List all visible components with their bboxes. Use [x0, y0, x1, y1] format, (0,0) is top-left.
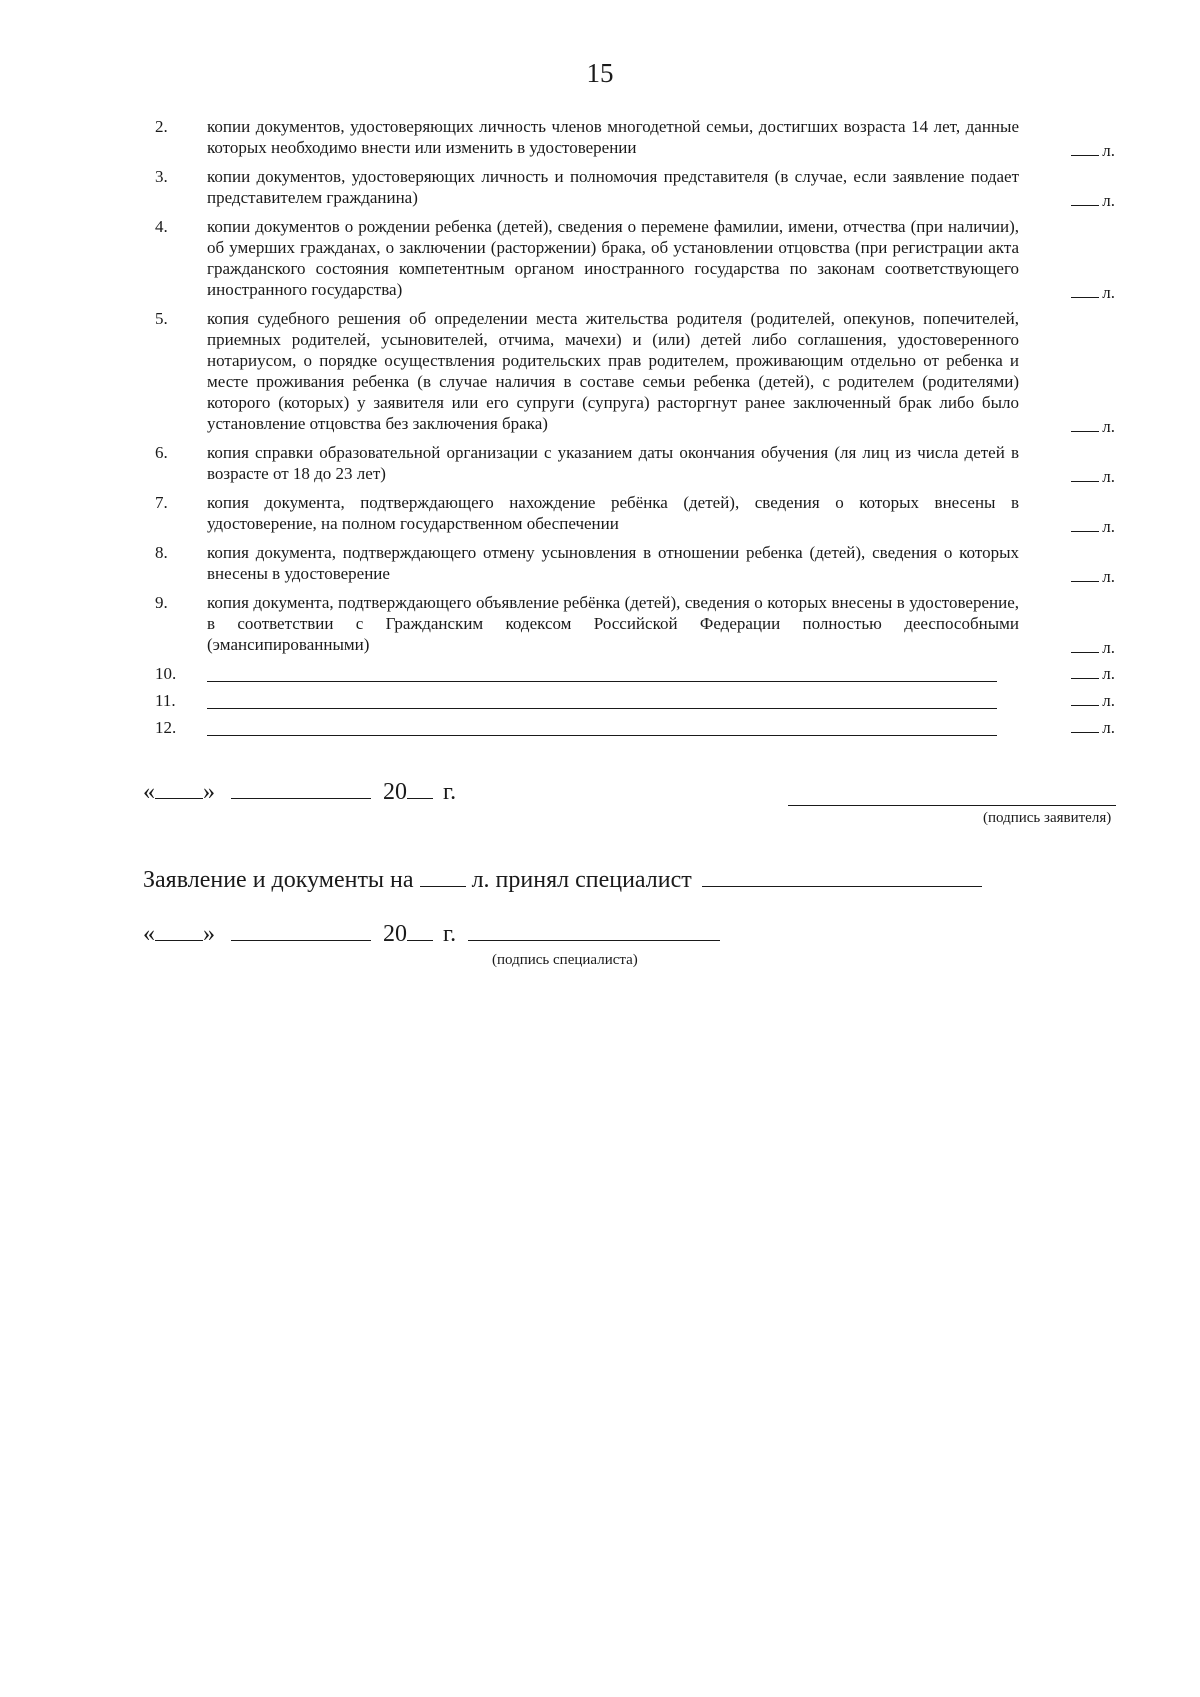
sheet-count — [1071, 566, 1115, 587]
day-blank[interactable] — [155, 920, 203, 941]
list-item — [155, 492, 1115, 534]
list-item — [155, 166, 1115, 208]
item-text: копия судебного решения об определении места жительства родителя (родителей, опекунов, попечителей, приемных родителей, усыновителей, отчима, мачехи) и (или) детей либо соглашения, удостоверенного нотариусом, о порядке осуществления родительских прав родителем, проживающим отдельно от ребенка и месте проживания ребенка (в случае наличия в составе семьи ребенка (детей), с родителем (родителями) которого (которых) у заявителя или его супруги (супруга) расторгнут ранее заключенный брак либо было установление отцовства без заключения брака) — [207, 309, 1019, 433]
sheet-count — [1071, 466, 1115, 487]
item-number: 8. — [155, 543, 168, 562]
item-text: копия справки образовательной организации с указанием даты окончания обучения (ля лиц из числа детей в возрасте от 18 до 23 лет) — [207, 443, 1019, 483]
sheet-count-blank — [1071, 417, 1099, 432]
list-item — [155, 308, 1115, 434]
blank-entry-line[interactable] — [207, 735, 997, 736]
sheet-unit: л. — [1102, 517, 1115, 536]
item-number: 4. — [155, 217, 168, 236]
month-blank[interactable] — [231, 778, 371, 799]
sheet-total-blank[interactable] — [420, 866, 466, 887]
sheet-unit: л. — [1102, 417, 1115, 436]
year-prefix: 20 — [383, 779, 407, 805]
sheet-count — [1071, 690, 1115, 711]
year-prefix: 20 — [383, 921, 407, 947]
day-blank[interactable] — [155, 778, 203, 799]
blank-entry-line[interactable] — [207, 708, 997, 709]
specialist-signature-caption: (подпись специалиста) — [492, 952, 638, 968]
item-number: 11. — [155, 691, 176, 710]
document-list — [155, 116, 1115, 744]
acceptance-text-1: Заявление и документы на — [143, 867, 414, 893]
blank-entry-line[interactable] — [207, 681, 997, 682]
item-number: 10. — [155, 664, 177, 683]
sheet-count-blank — [1071, 467, 1099, 482]
sheet-count-blank — [1071, 638, 1099, 653]
sheet-count-blank — [1071, 664, 1099, 679]
sheet-unit: л. — [1102, 141, 1115, 160]
list-item — [155, 442, 1115, 484]
item-number: 6. — [155, 443, 168, 462]
item-number: 3. — [155, 167, 168, 186]
specialist-date — [143, 920, 720, 948]
sheet-count — [1071, 140, 1115, 161]
sheet-count-blank — [1071, 283, 1099, 298]
list-item — [155, 116, 1115, 158]
year-suffix: г. — [443, 921, 457, 947]
sheet-count — [1071, 282, 1115, 303]
list-item — [155, 542, 1115, 584]
sheet-count — [1071, 717, 1115, 738]
item-number: 9. — [155, 593, 168, 612]
open-quote: « — [143, 921, 155, 947]
acceptance-statement — [143, 866, 982, 894]
sheet-count — [1071, 190, 1115, 211]
close-quote: » — [203, 921, 215, 947]
item-number: 5. — [155, 309, 168, 328]
item-text: копии документов о рождении ребенка (детей), сведения о перемене фамилии, имени, отчества (при наличии), об умерших гражданах, о заключении (расторжении) брака, об установлении отцовства (при регистрации акта гражданского состояния компетентным органом иностранного государства по законам соответствующего иностранного государства) — [207, 217, 1019, 299]
specialist-name-blank[interactable] — [702, 866, 982, 887]
blank-list-item — [155, 717, 1115, 744]
sheet-count — [1071, 663, 1115, 684]
sheet-count-blank — [1071, 567, 1099, 582]
blank-list-item — [155, 663, 1115, 690]
item-text: копии документов, удостоверяющих личность членов многодетной семьи, достигших возраста 14 лет, данные которых необходимо внести или изменить в удостоверении — [207, 117, 1019, 157]
list-item — [155, 216, 1115, 300]
item-number: 12. — [155, 718, 177, 737]
year-blank[interactable] — [407, 920, 433, 941]
sheet-count — [1071, 416, 1115, 437]
sheet-unit: л. — [1102, 467, 1115, 486]
sheet-unit: л. — [1102, 664, 1115, 683]
month-blank[interactable] — [231, 920, 371, 941]
item-number: 7. — [155, 493, 168, 512]
open-quote: « — [143, 779, 155, 805]
specialist-signature-line[interactable] — [468, 920, 720, 941]
applicant-date — [143, 778, 456, 806]
sheet-count-blank — [1071, 141, 1099, 156]
item-text: копии документов, удостоверяющих личность и полномочия представителя (в случае, если заявление подает представителем гражданина) — [207, 167, 1019, 207]
year-blank[interactable] — [407, 778, 433, 799]
item-text: копия документа, подтверждающего нахождение ребёнка (детей), сведения о которых внесены в удостоверение, на полном государственном обеспечении — [207, 493, 1019, 533]
sheet-count-blank — [1071, 191, 1099, 206]
sheet-count — [1071, 516, 1115, 537]
sheet-count-blank — [1071, 517, 1099, 532]
applicant-signature-line[interactable] — [788, 805, 1116, 806]
sheet-count — [1071, 637, 1115, 658]
sheet-count-blank — [1071, 718, 1099, 733]
sheet-unit: л. — [1102, 567, 1115, 586]
item-number: 2. — [155, 117, 168, 136]
sheet-unit: л. — [1102, 638, 1115, 657]
page-number: 15 — [586, 58, 614, 88]
item-text: копия документа, подтверждающего отмену усыновления в отношении ребенка (детей), сведения о которых внесены в удостоверение — [207, 543, 1019, 583]
blank-list-item — [155, 690, 1115, 717]
year-suffix: г. — [443, 779, 457, 805]
list-item — [155, 592, 1115, 655]
sheet-unit: л. — [1102, 283, 1115, 302]
applicant-signature-caption: (подпись заявителя) — [983, 810, 1112, 826]
item-text: копия документа, подтверждающего объявление ребёнка (детей), сведения о которых внесены в удостоверение, в соответствии с Гражданским кодексом Российской Федерации полностью дееспособными (эмансипированными) — [207, 593, 1019, 654]
sheet-unit: л. — [1102, 191, 1115, 210]
sheet-count-blank — [1071, 691, 1099, 706]
acceptance-text-2: л. принял специалист — [471, 867, 692, 893]
close-quote: » — [203, 779, 215, 805]
sheet-unit: л. — [1102, 691, 1115, 710]
sheet-unit: л. — [1102, 718, 1115, 737]
